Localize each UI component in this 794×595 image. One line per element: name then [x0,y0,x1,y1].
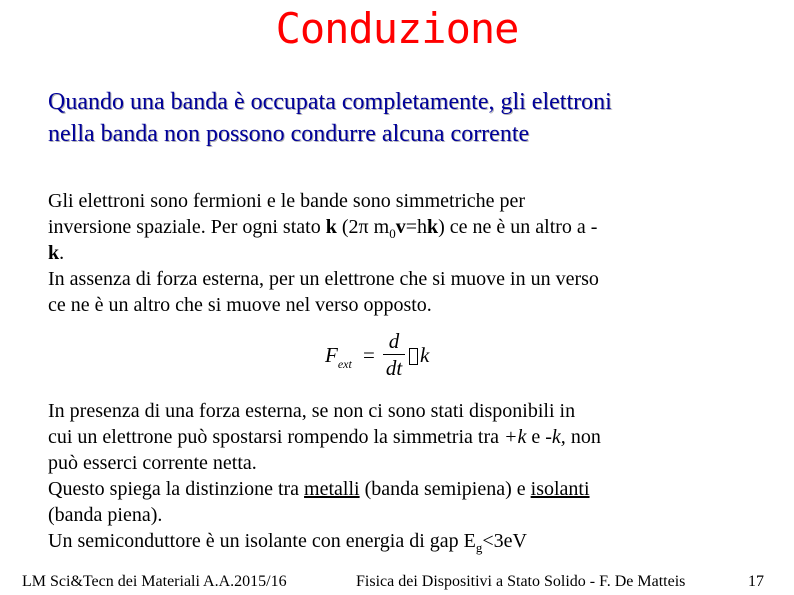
missing-glyph-box [409,348,418,365]
p1-line-1: Gli elettroni sono fermioni e le bande sono simmetriche per [48,190,526,212]
p1-line-2: inversione spaziale. Per ogni stato k (2π $m_0v=hk$) ce ne è un altro a - [48,216,598,241]
p3-line-6: Un semiconduttore è un isolante con energia di gap $E_g<3eV$ [48,530,527,555]
p3-line-4: Questo spiega la distinzione tra metalli (banda semipiena) e isolanti [48,478,590,500]
p1-line-5: ce ne è un altro che si muove nel verso opposto. [48,294,432,316]
term-metalli: metalli [304,478,360,500]
paragraph-symmetry [48,188,748,318]
p3-line-2: cui un elettrone può spostarsi rompendo la simmetria tra +k e -k, non [48,426,601,448]
p3-line-1: In presenza di una forza esterna, se non ci sono stati disponibili in [48,400,576,422]
intro-line-1: Quando una banda è occupata completamente, gli elettroni [48,89,612,115]
p3-line-5: (banda piena). [48,504,163,526]
slide-title: Conduzione [275,4,519,53]
formula-equals: = [363,343,375,367]
intro-line-2: nella banda non possono condurre alcuna corrente [48,121,530,147]
intro-statement [48,86,748,150]
footer-lecture: Fisica dei Dispositivi a Stato Solido - F. De Matteis [356,573,686,590]
pi-symbol: π [358,216,369,238]
formula-fraction: d dt [383,330,405,379]
paragraph-external-force [48,398,748,554]
p1-line-3: k. [48,242,65,264]
p3-line-3: può esserci corrente netta. [48,452,257,474]
p1-line-4: In assenza di forza esterna, per un elettrone che si muove in un verso [48,268,599,290]
term-isolanti: isolanti [530,478,590,500]
footer-course: LM Sci&Tecn dei Materiali A.A.2015/16 [22,573,287,590]
formula-k: k [420,343,430,367]
formula-force: $F_{ext}$ [325,343,352,371]
page-number: 17 [748,573,764,590]
